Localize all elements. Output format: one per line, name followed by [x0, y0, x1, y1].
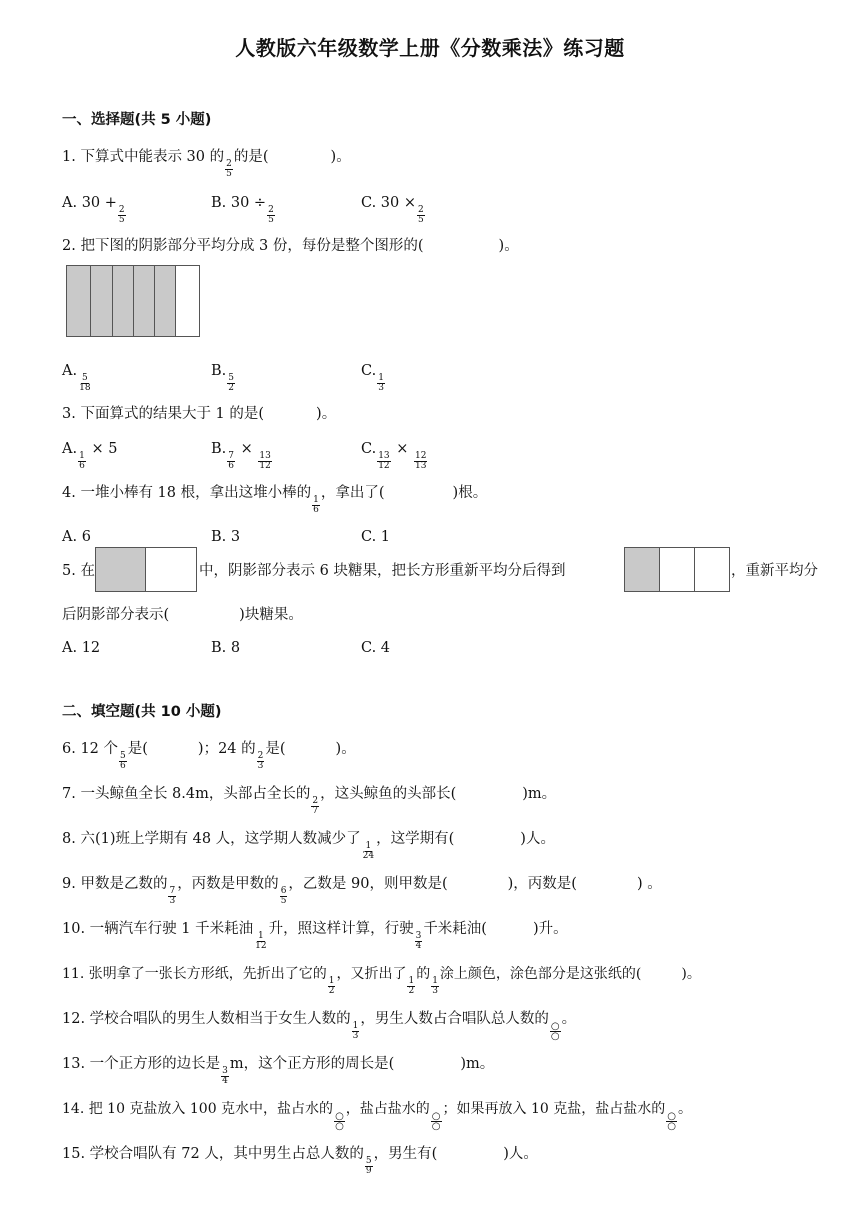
question-8: [62, 828, 555, 862]
denominator: 6: [313, 505, 319, 516]
fraction: [377, 374, 385, 394]
blank-cell: [695, 548, 729, 591]
question-text: 是(: [265, 741, 286, 757]
question-2: [62, 235, 519, 257]
q5-option-a[interactable]: A. 12: [62, 640, 101, 656]
question-text: )；24 的: [197, 741, 256, 757]
question-13: [62, 1053, 494, 1087]
numerator: 3: [415, 930, 422, 941]
numerator: 2: [226, 158, 232, 169]
question-text: )升。: [532, 921, 568, 937]
fraction: [221, 1067, 229, 1087]
denominator: 9: [365, 1166, 372, 1177]
question-text: 2. 把下图的阴影部分平均分成 3 份，每份是整个图形的(: [62, 238, 424, 254]
question-text: ，盐占盐水的: [345, 1101, 430, 1117]
numerator: ○: [335, 1110, 344, 1122]
question-text: 9. 甲数是乙数的: [62, 876, 168, 892]
question-text: A.: [62, 363, 78, 379]
fraction: [431, 977, 439, 997]
numerator: ○: [550, 1020, 560, 1032]
question-text: )人。: [503, 1146, 538, 1162]
q5-pre: 5. 在: [62, 563, 95, 579]
question-text: 13. 一个正方形的边长是: [62, 1056, 221, 1072]
q2-option-c[interactable]: [361, 360, 386, 394]
question-text: ，丙数是甲数的: [177, 876, 279, 892]
denominator: 5: [226, 169, 232, 180]
fraction: [280, 887, 288, 907]
question-text: ，男生人数占合唱队总人数的: [360, 1011, 549, 1027]
denominator: 7: [312, 806, 319, 817]
fraction: [362, 842, 375, 862]
fraction: [257, 752, 265, 772]
question-text: ，这头鲸鱼的头部长(: [320, 786, 457, 802]
q2-option-b[interactable]: [211, 360, 236, 394]
q4-option-c[interactable]: C. 1: [361, 529, 391, 545]
numerator: 1: [365, 840, 372, 851]
question-text: )，丙数是(: [507, 876, 577, 892]
numerator: 1: [257, 930, 264, 941]
question-7: [62, 783, 556, 817]
question-text: ；如果再放入 10 克盐，盐占盐水的: [442, 1101, 666, 1117]
denominator: 2: [408, 986, 415, 997]
question-text: )。: [335, 741, 356, 757]
question-text: )。: [681, 966, 701, 982]
denominator: ○: [550, 1031, 560, 1042]
question-text: C. 30 ×: [361, 195, 417, 211]
question-text: 升，照这样计算，行驶: [268, 921, 414, 937]
fraction: [328, 977, 336, 997]
question-text: C.: [361, 441, 377, 457]
question-6: [62, 738, 356, 772]
numerator: 12: [415, 450, 427, 461]
numerator: 13: [378, 450, 390, 461]
numerator: 1: [408, 975, 415, 986]
question-14: [62, 1098, 692, 1132]
question-text: )。: [330, 149, 351, 165]
fraction: [352, 1022, 360, 1042]
question-text: 的是(: [233, 149, 269, 165]
blank-fraction[interactable]: [550, 1022, 561, 1042]
denominator: 24: [362, 851, 375, 862]
section-heading-choice: 一、选择题(共 5 小题): [62, 112, 212, 128]
blank-cell: [176, 266, 199, 336]
shaded-cell: [113, 266, 134, 336]
denominator: 4: [222, 1076, 228, 1087]
q5-option-c[interactable]: C. 4: [361, 640, 391, 656]
numerator: 1: [378, 372, 384, 383]
denominator: 4: [415, 941, 422, 952]
numerator: ○: [431, 1110, 441, 1122]
question-text: )块糖果。: [239, 607, 303, 623]
q5-mid: 中，阴影部分表示 6 块糖果，把长方形重新平均分后得到: [199, 563, 566, 579]
question-text: ×: [240, 441, 253, 457]
question-5-line2: [62, 604, 303, 626]
fraction: [119, 752, 127, 772]
q3-option-b[interactable]: [211, 438, 273, 472]
q2-figure: [66, 265, 200, 337]
blank-cell: [660, 548, 695, 591]
numerator: 5: [228, 372, 234, 383]
fraction: [415, 932, 423, 952]
denominator: 6: [228, 461, 234, 472]
numerator: 6: [280, 885, 287, 896]
fraction: [78, 374, 91, 394]
q4-option-a[interactable]: A. 6: [62, 529, 91, 545]
q5-figure-1: [95, 547, 197, 592]
shaded-cell: [625, 548, 660, 591]
q2-option-a[interactable]: [62, 360, 93, 394]
question-10: [62, 918, 568, 952]
numerator: 5: [81, 372, 88, 383]
question-text: 4. 一堆小棒有 18 根，拿出这堆小棒的: [62, 485, 312, 501]
numerator: 13: [259, 450, 271, 461]
question-text: B.: [211, 363, 227, 379]
fraction: [417, 206, 425, 226]
question-text: )m。: [460, 1056, 495, 1072]
question-text: m，这个正方形的周长是(: [229, 1056, 395, 1072]
question-text: B.: [211, 441, 227, 457]
question-text: 6. 12 个: [62, 741, 119, 757]
fraction: [377, 452, 390, 472]
question-text: 7. 一头鲸鱼全长 8.4m，头部占全长的: [62, 786, 311, 802]
denominator: 2: [228, 383, 234, 394]
question-text: ，又折出了: [336, 966, 407, 982]
q5-figure-2: [624, 547, 730, 592]
question-text: )。: [316, 406, 337, 422]
numerator: 7: [169, 885, 176, 896]
blank-fraction[interactable]: [666, 1112, 677, 1132]
question-text: ，拿出了(: [320, 485, 385, 501]
section-heading-fill: 二、填空题(共 10 小题): [62, 704, 222, 720]
denominator: 3: [432, 986, 438, 997]
question-text: 涂上颜色，涂色部分是这张纸的(: [439, 966, 642, 982]
denominator: 2: [328, 986, 335, 997]
fraction: [225, 160, 233, 180]
question-text: )m。: [522, 786, 557, 802]
question-text: ，乙数是 90，则甲数是(: [288, 876, 448, 892]
denominator: 3: [352, 1031, 359, 1042]
shaded-cell: [134, 266, 155, 336]
question-text: 1. 下算式中能表示 30 的: [62, 149, 225, 165]
denominator: 5: [118, 215, 125, 226]
shaded-cell: [155, 266, 176, 336]
question-4: [62, 482, 487, 516]
question-text: 千米耗油(: [423, 921, 487, 937]
q3-option-c[interactable]: [361, 438, 428, 472]
question-text: B. 30 ÷: [211, 195, 267, 211]
numerator: 2: [418, 204, 424, 215]
denominator: 5: [280, 896, 287, 907]
fraction: [267, 206, 275, 226]
question-11: [62, 963, 701, 997]
shaded-cell: [91, 266, 113, 336]
question-text: )根。: [452, 485, 488, 501]
denominator: ○: [335, 1121, 344, 1132]
q4-option-b[interactable]: B. 3: [211, 529, 241, 545]
fraction: [258, 452, 271, 472]
numerator: 1: [328, 975, 335, 986]
fraction: [312, 496, 320, 516]
question-text: 的: [416, 966, 431, 982]
denominator: ○: [667, 1121, 676, 1132]
fraction: [254, 932, 267, 952]
blank-fraction[interactable]: [334, 1112, 345, 1132]
question-text: ) 。: [636, 876, 662, 892]
question-text: A. 30 +: [62, 195, 117, 211]
shaded-cell: [96, 548, 146, 591]
denominator: 6: [79, 461, 85, 472]
question-text: 14. 把 10 克盐放入 100 克水中，盐占水的: [62, 1101, 334, 1117]
numerator: 2: [118, 204, 125, 215]
q5-post: ，重新平均分: [731, 563, 818, 579]
denominator: 5: [268, 215, 274, 226]
q1-option-b[interactable]: [211, 192, 276, 226]
fraction: [365, 1157, 373, 1177]
blank-cell: [146, 548, 196, 591]
q3-option-a[interactable]: [62, 438, 117, 472]
numerator: 2: [268, 204, 274, 215]
question-text: 10. 一辆汽车行驶 1 千米耗油: [62, 921, 254, 937]
question-text: )人。: [520, 831, 555, 847]
blank-fraction[interactable]: [431, 1112, 442, 1132]
question-text: A.: [62, 441, 78, 457]
fraction: [311, 797, 319, 817]
fraction: [227, 452, 235, 472]
fraction: [407, 977, 415, 997]
q1-option-c[interactable]: [361, 192, 426, 226]
fraction: [78, 452, 86, 472]
question-15: [62, 1143, 538, 1177]
q5-option-b[interactable]: B. 8: [211, 640, 241, 656]
question-text: 12. 学校合唱队的男生人数相当于女生人数的: [62, 1011, 351, 1027]
question-text: 3. 下面算式的结果大于 1 的是(: [62, 406, 265, 422]
denominator: 13: [415, 461, 427, 472]
numerator: 3: [222, 1065, 228, 1076]
question-text: 后阴影部分表示(: [62, 607, 170, 623]
denominator: 5: [418, 215, 424, 226]
denominator: 3: [257, 761, 264, 772]
question-text: ，男生有(: [373, 1146, 438, 1162]
denominator: 18: [79, 383, 91, 394]
numerator: ○: [667, 1110, 676, 1122]
q1-option-a[interactable]: [62, 192, 127, 226]
numerator: 1: [352, 1020, 359, 1031]
denominator: 3: [169, 896, 176, 907]
question-text: 8. 六(1)班上学期有 48 人，这学期人数减少了: [62, 831, 361, 847]
numerator: 1: [79, 450, 85, 461]
denominator: 6: [120, 761, 126, 772]
fraction: [118, 206, 126, 226]
question-text: 。: [677, 1101, 692, 1117]
numerator: 5: [120, 750, 126, 761]
fraction: [414, 452, 427, 472]
question-1: [62, 146, 351, 180]
question-text: 15. 学校合唱队有 72 人，其中男生占总人数的: [62, 1146, 364, 1162]
numerator: 1: [313, 494, 319, 505]
question-text: C.: [361, 363, 377, 379]
question-text: × 5: [91, 441, 118, 457]
numerator: 2: [257, 750, 264, 761]
denominator: 12: [259, 461, 271, 472]
question-9: [62, 873, 662, 907]
denominator: 12: [255, 941, 267, 952]
shaded-cell: [67, 266, 91, 336]
question-text: )。: [498, 238, 519, 254]
question-text: ×: [396, 441, 409, 457]
question-text: 。: [561, 1011, 577, 1027]
question-12: [62, 1008, 576, 1042]
numerator: 2: [312, 795, 319, 806]
numerator: 5: [365, 1155, 372, 1166]
fraction: [227, 374, 235, 394]
question-text: ，这学期有(: [376, 831, 455, 847]
question-text: 11. 张明拿了一张长方形纸，先折出了它的: [62, 966, 327, 982]
page-title: 人教版六年级数学上册《分数乘法》练习题: [235, 36, 625, 60]
denominator: 3: [378, 383, 384, 394]
numerator: 7: [228, 450, 234, 461]
numerator: 1: [432, 975, 438, 986]
fraction: [168, 887, 176, 907]
question-text: 是(: [127, 741, 148, 757]
denominator: ○: [431, 1121, 441, 1132]
question-3: [62, 403, 336, 425]
denominator: 12: [378, 461, 390, 472]
